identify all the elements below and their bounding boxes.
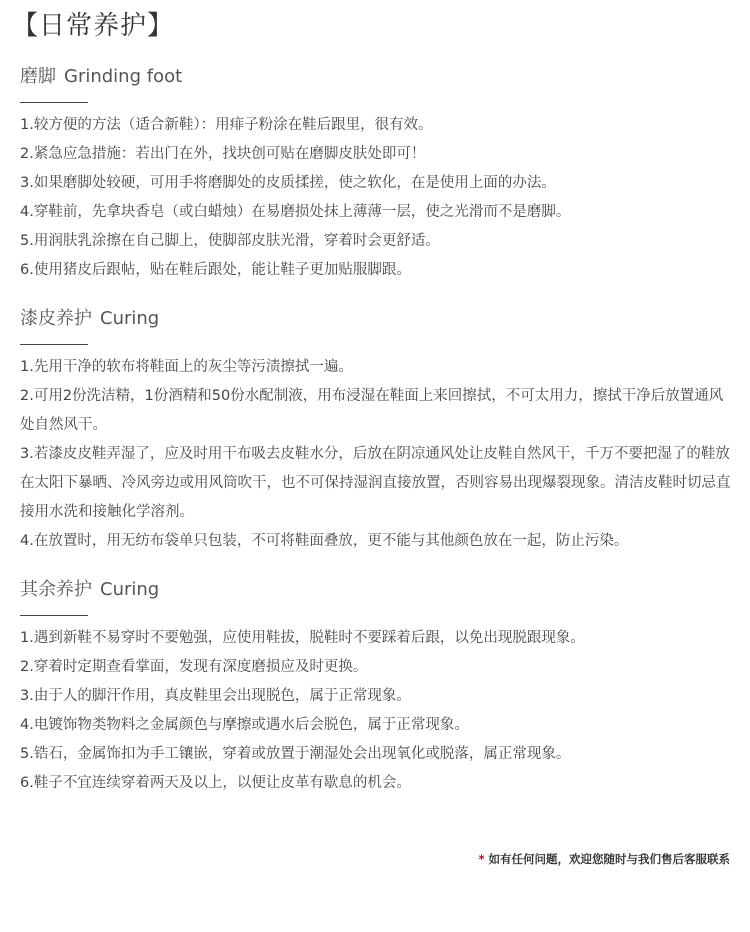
list-item: 4.在放置时，用无纺布袋单只包装，不可将鞋面叠放，更不能与其他颜色放在一起，防止污染。	[20, 533, 629, 549]
section-title-cn: 漆皮养护	[20, 308, 92, 329]
section-other-care	[20, 577, 732, 798]
section-patent-leather-care	[20, 306, 732, 556]
list-item: 2.可用2份洗洁精，1份酒精和50份水配制液，用布浸湿在鞋面上来回擦拭，不可太用力，擦拭干净后放置通风处自然风干。	[20, 388, 724, 433]
list-item: 5.锆石，金属饰扣为手工镶嵌，穿着或放置于潮湿处会出现氧化或脱落，属正常现象。	[20, 746, 571, 762]
list-item: 2.穿着时定期查看掌面，发现有深度磨损应及时更换。	[20, 659, 368, 675]
list-item: 6.使用猪皮后跟帖，贴在鞋后跟处，能让鞋子更加贴服脚跟。	[20, 262, 411, 278]
list-item: 1.先用干净的软布将鞋面上的灰尘等污渍擦拭一遍。	[20, 359, 353, 375]
section-title-cn: 磨脚	[20, 66, 56, 87]
customer-service-note	[478, 850, 730, 868]
section-divider	[20, 102, 88, 103]
section-title-en: Curing	[100, 579, 160, 600]
list-item: 6.鞋子不宜连续穿着两天及以上，以便让皮革有歇息的机会。	[20, 775, 411, 791]
section-title-cn: 其余养护	[20, 579, 92, 600]
instruction-list	[20, 353, 732, 556]
instruction-list	[20, 111, 732, 285]
page-title: 【日常养护】	[12, 11, 175, 41]
list-item: 2.紧急应急措施：若出门在外，找块创可贴在磨脚皮肤处即可！	[20, 146, 426, 162]
list-item: 1.较方便的方法（适合新鞋）：用痱子粉涂在鞋后跟里，很有效。	[20, 117, 433, 133]
list-item: 4.电镀饰物类物料之金属颜色与摩擦或遇水后会脱色，属于正常现象。	[20, 717, 469, 733]
list-item: 3.如果磨脚处较硬，可用手将磨脚处的皮质揉搓，使之软化，在是使用上面的办法。	[20, 175, 556, 191]
section-heading	[20, 64, 732, 90]
section-heading	[20, 577, 732, 603]
section-heading	[20, 306, 732, 332]
section-divider	[20, 615, 88, 616]
list-item: 3.由于人的脚汗作用，真皮鞋里会出现脱色，属于正常现象。	[20, 688, 411, 704]
section-divider	[20, 344, 88, 345]
asterisk-marker: *	[478, 852, 485, 866]
list-item: 4.穿鞋前，先拿块香皂（或白蜡烛）在易磨损处抹上薄薄一层，使之光滑而不是磨脚。	[20, 204, 571, 220]
footer-note-text: 如有任何问题，欢迎您随时与我们售后客服联系	[488, 852, 730, 866]
section-title-en: Grinding foot	[64, 66, 183, 87]
section-title-en: Curing	[100, 308, 160, 329]
section-grinding-foot	[20, 64, 732, 285]
instruction-list	[20, 624, 732, 798]
list-item: 3.若漆皮皮鞋弄湿了，应及时用干布吸去皮鞋水分，后放在阴凉通风处让皮鞋自然风干，千万不要把湿了的鞋放在太阳下暴晒、冷风旁边或用风筒吹干，也不可保持湿润直接放置，否则容易出现爆裂现象。清洁皮鞋时切忌直接用水洗和接触化学溶剂。	[20, 446, 731, 520]
list-item: 5.用润肤乳涂擦在自己脚上，使脚部皮肤光滑，穿着时会更舒适。	[20, 233, 440, 249]
list-item: 1.遇到新鞋不易穿时不要勉强，应使用鞋拔，脱鞋时不要踩着后跟，以免出现脱跟现象。	[20, 630, 585, 646]
